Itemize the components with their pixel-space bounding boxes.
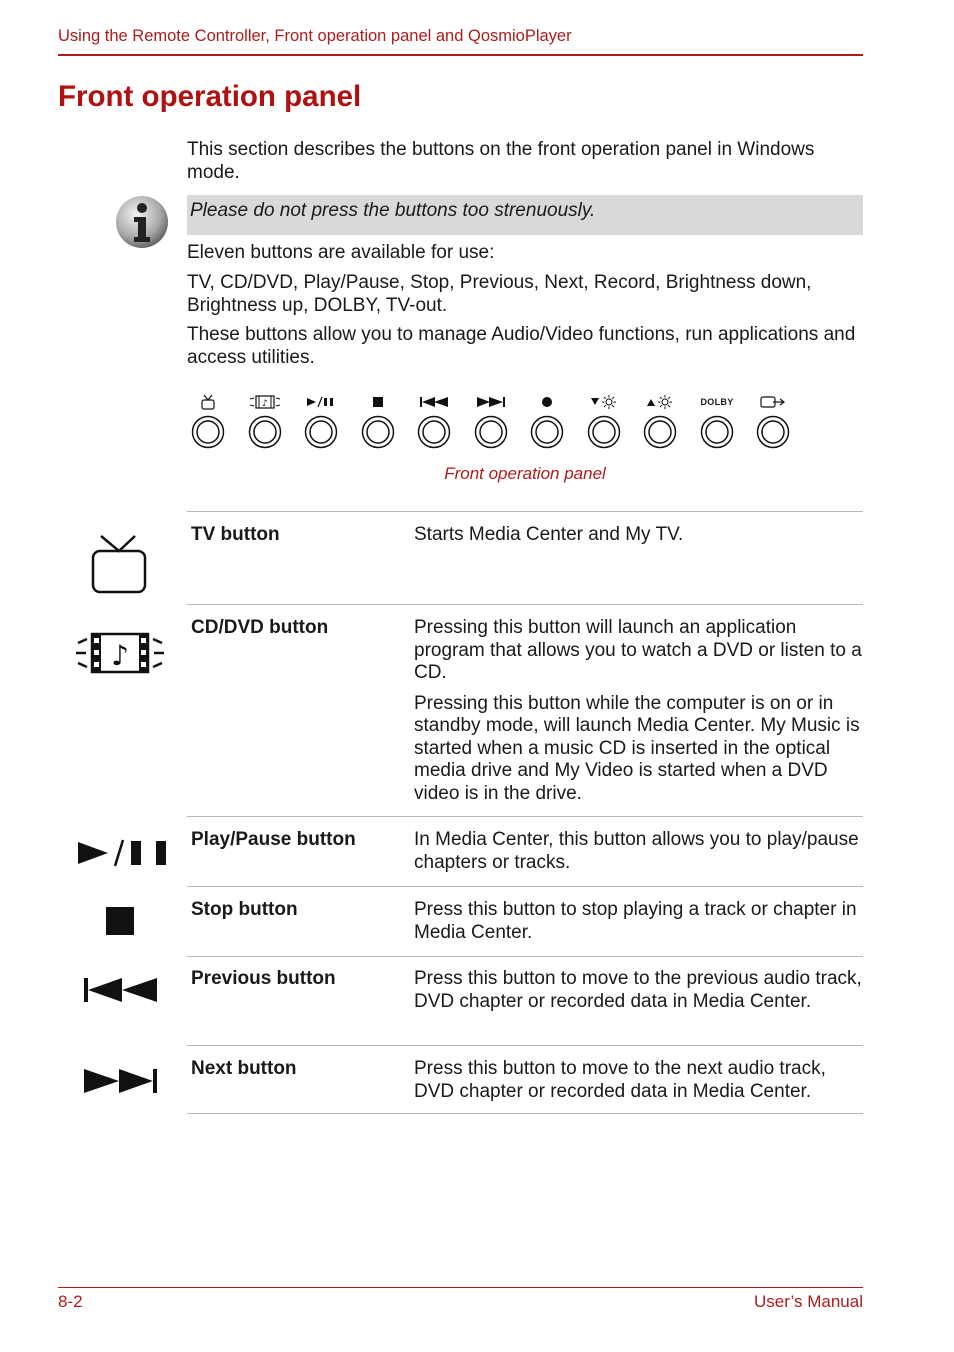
note-box xyxy=(187,195,863,235)
svg-text:♪: ♪ xyxy=(262,399,268,409)
next-icon xyxy=(476,396,506,408)
button-list-text: TV, CD/DVD, Play/Pause, Stop, Previous, Next, Record, Brightness down, Brightness up, DOLBY, TV-out. xyxy=(187,272,812,316)
running-header: Using the Remote Controller, Front operation panel and QosmioPlayer xyxy=(58,27,572,45)
table-row-description xyxy=(414,524,864,555)
knob xyxy=(248,415,282,449)
stop-icon xyxy=(106,907,134,935)
dolby-label: DOLBY xyxy=(700,397,734,407)
knob xyxy=(474,415,508,449)
knob xyxy=(417,415,451,449)
description-paragraph: Starts Media Center and My TV. xyxy=(414,524,684,545)
table-row-name: TV button xyxy=(191,524,280,545)
info-icon xyxy=(114,195,170,251)
description-paragraph: Pressing this button while the computer is on or in standby mode, will launch Media Center. My Music is started when a music CD is inserted in the optical media drive and My Video is started when a DVD video is in the drive. xyxy=(414,692,860,804)
header-rule xyxy=(58,54,863,56)
panel-cd-dvd-button xyxy=(247,393,283,449)
manual-title: User’s Manual xyxy=(754,1292,863,1311)
panel-previous-button xyxy=(416,393,452,449)
note-text: Please do not press the buttons too strenuously. xyxy=(190,200,596,221)
play-pause-icon xyxy=(306,396,336,408)
knob xyxy=(587,415,621,449)
page-number: 8-2 xyxy=(58,1292,83,1311)
cd-dvd-icon xyxy=(249,394,281,410)
panel-next-button xyxy=(473,393,509,449)
table-row-description xyxy=(414,1058,864,1111)
play-pause-icon xyxy=(76,838,168,868)
knob xyxy=(756,415,790,449)
table-row-description xyxy=(414,968,864,1021)
footer-rule xyxy=(58,1287,863,1288)
next-icon xyxy=(84,1066,158,1096)
tv-icon xyxy=(199,394,217,410)
table-rule xyxy=(187,816,863,817)
tv-out-icon xyxy=(760,395,786,409)
panel-play-pause-button xyxy=(303,393,339,449)
description-paragraph: Press this button to stop playing a track or chapter in Media Center. xyxy=(414,899,857,943)
stop-icon xyxy=(372,396,384,408)
cd-dvd-icon xyxy=(74,629,166,677)
table-row-description xyxy=(414,829,864,882)
knob xyxy=(530,415,564,449)
knob xyxy=(700,415,734,449)
previous-icon xyxy=(84,975,158,1005)
table-rule xyxy=(187,511,863,512)
table-row-name: Play/Pause button xyxy=(191,829,356,850)
previous-icon xyxy=(419,396,449,408)
knob xyxy=(191,415,225,449)
eleven-buttons-text: Eleven buttons are available for use: xyxy=(187,242,495,263)
table-rule xyxy=(187,956,863,957)
table-rule xyxy=(187,1113,863,1114)
table-row-name: Stop button xyxy=(191,899,298,920)
table-row-name: CD/DVD button xyxy=(191,617,329,638)
panel-record-button xyxy=(529,393,565,449)
knob xyxy=(643,415,677,449)
description-paragraph: In Media Center, this button allows you to play/pause chapters or tracks. xyxy=(414,829,859,873)
panel-stop-button xyxy=(360,393,396,449)
functions-text: These buttons allow you to manage Audio/Video functions, run applications and access utilities. xyxy=(187,324,856,368)
figure-caption: Front operation panel xyxy=(444,464,606,483)
table-rule xyxy=(187,886,863,887)
panel-brightness-up-button xyxy=(642,393,678,449)
panel-tv-out-button xyxy=(755,393,791,449)
svg-text:♪: ♪ xyxy=(111,639,129,672)
table-row-name: Previous button xyxy=(191,968,336,989)
table-row-description xyxy=(414,899,864,952)
panel-brightness-down-button xyxy=(586,393,622,449)
brightness-down-icon xyxy=(590,395,618,409)
panel-dolby-button xyxy=(699,393,735,449)
section-title: Front operation panel xyxy=(58,80,362,113)
table-rule xyxy=(187,1045,863,1046)
table-row-description xyxy=(414,617,864,813)
brightness-up-icon xyxy=(646,395,674,409)
panel-tv-button xyxy=(190,393,226,449)
table-row-name: Next button xyxy=(191,1058,297,1079)
intro-paragraph: This section describes the buttons on the front operation panel in Windows mode. xyxy=(187,139,815,183)
knob xyxy=(361,415,395,449)
description-paragraph: Pressing this button will launch an application program that allows you to watch a DVD or listen to a CD. xyxy=(414,617,862,683)
tv-icon xyxy=(88,533,150,595)
description-paragraph: Press this button to move to the previous audio track, DVD chapter or recorded data in Media Center. xyxy=(414,968,862,1012)
record-icon xyxy=(541,396,553,408)
description-paragraph: Press this button to move to the next audio track, DVD chapter or recorded data in Media Center. xyxy=(414,1058,826,1102)
knob xyxy=(304,415,338,449)
table-rule xyxy=(187,604,863,605)
